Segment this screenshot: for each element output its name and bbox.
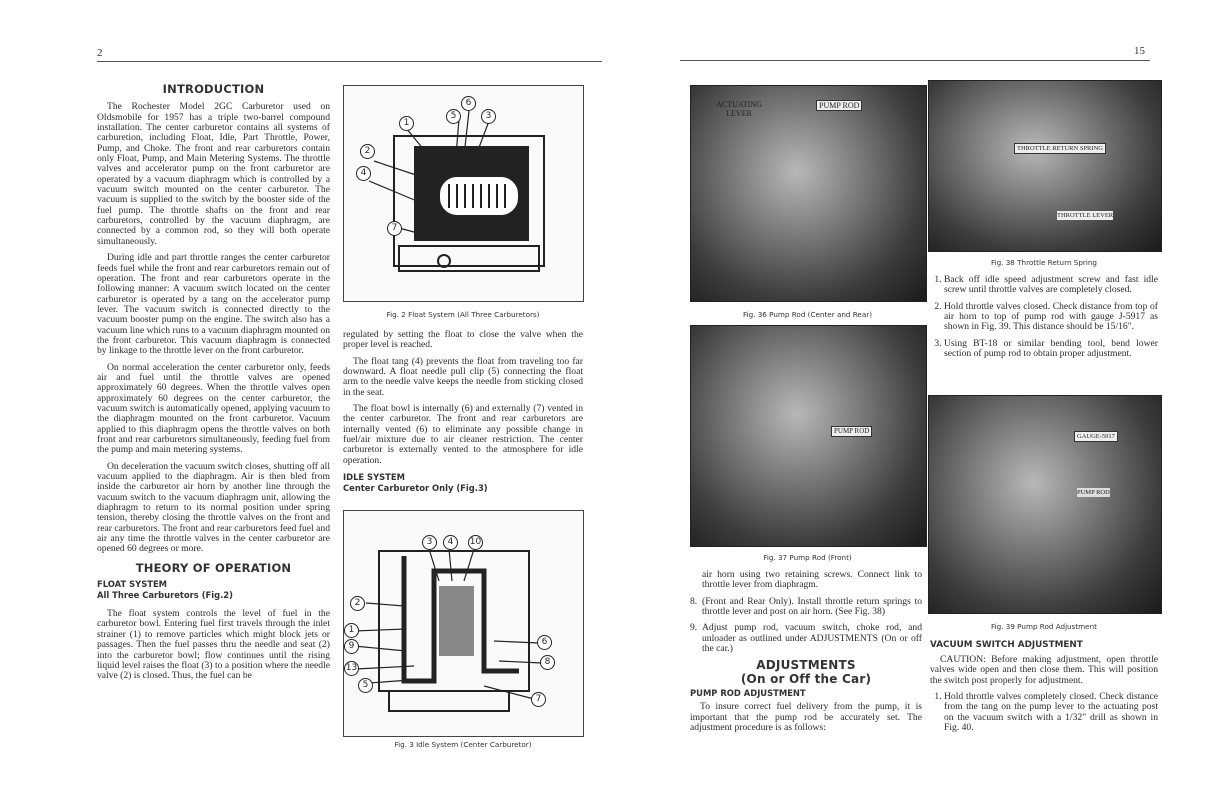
fig39-caption: Fig. 39 Pump Rod Adjustment (991, 622, 1097, 631)
callout-1: 1 (399, 116, 414, 131)
callout-7: 7 (387, 221, 402, 236)
label-throttle-lever: THROTTLE LEVER (1057, 212, 1114, 219)
pump-rod-paragraph: To insure correct fuel delivery from the pump, it is important that the pump rod be accurately set. The adjustment procedure is as follows: (690, 701, 922, 734)
float-paragraph: The float tang (4) prevents the float from traveling too far downward. A float needle pull clip (5) connecting the float arm to the needle valve keeps the needle from sticking closed in the seat. (343, 355, 583, 398)
step-item: 1. Hold throttle valves completely closed. Check distance from the tang on the pump lever to the actuating post on the vacuum switch with a 1/32" drill as shown in Fig. 40. (944, 692, 1158, 733)
label-pump-rod: PUMP ROD (831, 426, 872, 437)
fig38-photo (928, 80, 1162, 252)
intro-paragraph: On deceleration the vacuum switch closes, shutting off all vacuum applied to the diaphragm. Air is then bled from inside the carburetor air horn by another line through the vacuum switch to the vacuum diaphragm unit, allowing the diaphragm to return to its normal position under spring tension, thereby closing the throttle valves on the front and rear carburetors. The front and rear carburetors feed fuel and air any time the throttle valves in the center carburetor are opened 60 degrees or more. (97, 460, 330, 555)
label-gauge-5917: GAUGE-5917 (1074, 431, 1118, 442)
step-item: 3. Using BT-18 or similar bending tool, bend lower section of pump rod to obtain proper adjustment. (944, 339, 1158, 360)
fig37-caption: Fig. 37 Pump Rod (Front) (763, 553, 852, 562)
page-number-right: 15 (1134, 45, 1145, 57)
callout-2: 2 (350, 596, 365, 611)
step-item: 2. Hold throttle valves closed. Check distance from top of air horn to top of pump rod with gauge J-5917 as shown in Fig. 39. This distance should be 15/16". (944, 302, 1158, 333)
idle-subheading: Center Carburetor Only (Fig.3) (343, 483, 488, 494)
label-actuating-lever: ACTUATING LEVER (716, 100, 762, 118)
float-subheading: All Three Carburetors (Fig.2) (97, 590, 233, 601)
callout-6: 6 (537, 635, 552, 650)
callout-4: 4 (356, 166, 371, 181)
float-paragraph: The float system controls the level of fuel in the carburetor bowl. Entering fuel first travels through the inlet strainer (1) to remove particles which might block jets or passages. Then the fuel passes thru the needle and seat (2) into the carburetor bowl; flow continues until the rising liquid level raises the float (3) to a position where the needle valve (2) is closed. Thus, the fuel can be (97, 608, 330, 682)
pump-rod-heading: PUMP ROD ADJUSTMENT (690, 688, 806, 699)
step-continuation: air horn using two retaining screws. Connect link to throttle lever from diaphragm. (702, 569, 922, 591)
pump-rod-steps (930, 275, 1158, 359)
left-column-2 (343, 330, 583, 494)
fig39-photo (928, 395, 1162, 614)
float-heading: FLOAT SYSTEM (97, 579, 168, 590)
step-item: 9. Adjust pump rod, vacuum switch, choke rod, and unloader as outlined under ADJUSTMENTS (On or off the car.) (690, 622, 922, 655)
intro-paragraph: On normal acceleration the center carburetor only, feeds air and fuel until the throttle valves are opened approximately 60 degrees. When the throttle valves open approximately 60 degrees on the center carburetor, the vacuum switch is automatically opened, applying vacuum to the diaphragm mounted on the front carburetor. Vacuum applied to this diaphragm opens the throttle valves on both front and rear carburetors simultaneously, feeding fuel from the pump and main metering systems. (97, 361, 330, 456)
vacuum-caution-paragraph: CAUTION: Before making adjustment, open throttle valves wide open and then close them. This will position the switch post properly for adjustment. (930, 654, 1158, 686)
fig38-caption: Fig. 38 Throttle Return Spring (991, 258, 1097, 267)
idle-heading: IDLE SYSTEM (343, 472, 405, 483)
callout-7: 7 (531, 692, 546, 707)
adjustments-heading: ADJUSTMENTS (756, 658, 856, 673)
callout-10: 10 (468, 535, 483, 550)
intro-paragraph: The Rochester Model 2GC Carburetor used on Oldsmobile for 1957 has a triple two-barrel compound installation. The center carburetor contains all systems of carburetion, including Float, Idle, Part Throttle, Power, Pump, and Choke. The front and rear carburetors contain only Float, Pump, and Main Metering Systems. The throttle valves and accelerator pump on the front carburetor are operated by a vacuum diaphragm which is controlled by a vacuum switch mounted on the center carburetor. The vacuum is supplied to the switch by the booster side of the fuel pump. The throttle shafts on the front and rear carburetors, controlled by the vacuum diaphragm, are connected by a common rod, so they will both operate simultaneously. (97, 101, 330, 247)
callout-1: 1 (344, 623, 359, 638)
callout-3: 3 (481, 109, 496, 124)
right-column-1 (690, 570, 922, 739)
step-item: 8. (Front and Rear Only). Install throttle return springs to throttle lever and post on air horn. (See Fig. 38) (690, 595, 922, 618)
callout-8: 8 (540, 655, 555, 670)
fig36-photo (690, 85, 927, 302)
callout-13: 13 (344, 661, 359, 676)
carburetor-idle-drawing (344, 511, 583, 736)
float-paragraph: regulated by setting the float to close the valve when the proper level is reached. (343, 329, 583, 351)
fig3-diagram (343, 510, 584, 737)
vacuum-switch-heading: VACUUM SWITCH ADJUSTMENT (930, 640, 1083, 650)
page-number-left: 2 (97, 47, 103, 59)
callout-5: 5 (446, 109, 461, 124)
carburetor-float-drawing (344, 86, 583, 301)
callout-6: 6 (461, 96, 476, 111)
label-throttle-return-spring: THROTTLE RETURN SPRING (1014, 143, 1106, 154)
left-column-1 (97, 84, 330, 688)
theory-heading: THEORY OF OPERATION (135, 560, 292, 575)
fig2-diagram (343, 85, 584, 302)
fig37-photo (690, 325, 927, 547)
label-pump-rod: PUMP ROD (1077, 489, 1110, 496)
callout-3: 3 (422, 535, 437, 550)
callout-9: 9 (344, 639, 359, 654)
intro-heading: INTRODUCTION (162, 82, 265, 96)
intro-paragraph: During idle and part throttle ranges the center carburetor feeds fuel while the front and rear carburetors remain out of operation. The front and rear carburetors operate in the following manner: A vacuum switch located on the center carburetor is operated by a tang on the accelerator pump lever. The vacuum switch is connected directly to the vacuum booster pump on the engine. The switch also has a vacuum line which runs to a vacuum diaphragm mounted on the front carburetor. This vacuum diaphragm is connected by linkage to the throttle lever on the front carburetor. (97, 252, 330, 357)
fig2-caption: Fig. 2 Float System (All Three Carburetors) (386, 310, 540, 319)
label-pump-rod: PUMP ROD (816, 100, 862, 111)
callout-5: 5 (358, 678, 373, 693)
callout-2: 2 (360, 144, 375, 159)
header-rule-right (680, 60, 1150, 61)
float-paragraph: The float bowl is internally (6) and externally (7) vented in the center carburetor. The front and rear carburetors are internally vented (6) to eliminate any possible change in fuel/air mixture due to air cleaner restriction. The center carburetor is externally vented to the atmosphere for idle operation. (343, 403, 583, 466)
right-column-2-top (930, 275, 1158, 365)
vacuum-steps (930, 692, 1158, 733)
step-item: 1. Back off idle speed adjustment screw and fast idle screw until throttle valves are completely closed. (944, 275, 1158, 296)
right-column-2-bottom (930, 640, 1158, 739)
fig3-caption: Fig. 3 Idle System (Center Carburetor) (394, 740, 532, 749)
adjustments-subheading: (On or Off the Car) (740, 672, 872, 687)
callout-4: 4 (443, 535, 458, 550)
header-rule-left (97, 61, 602, 62)
fig36-caption: Fig. 36 Pump Rod (Center and Rear) (742, 310, 873, 319)
